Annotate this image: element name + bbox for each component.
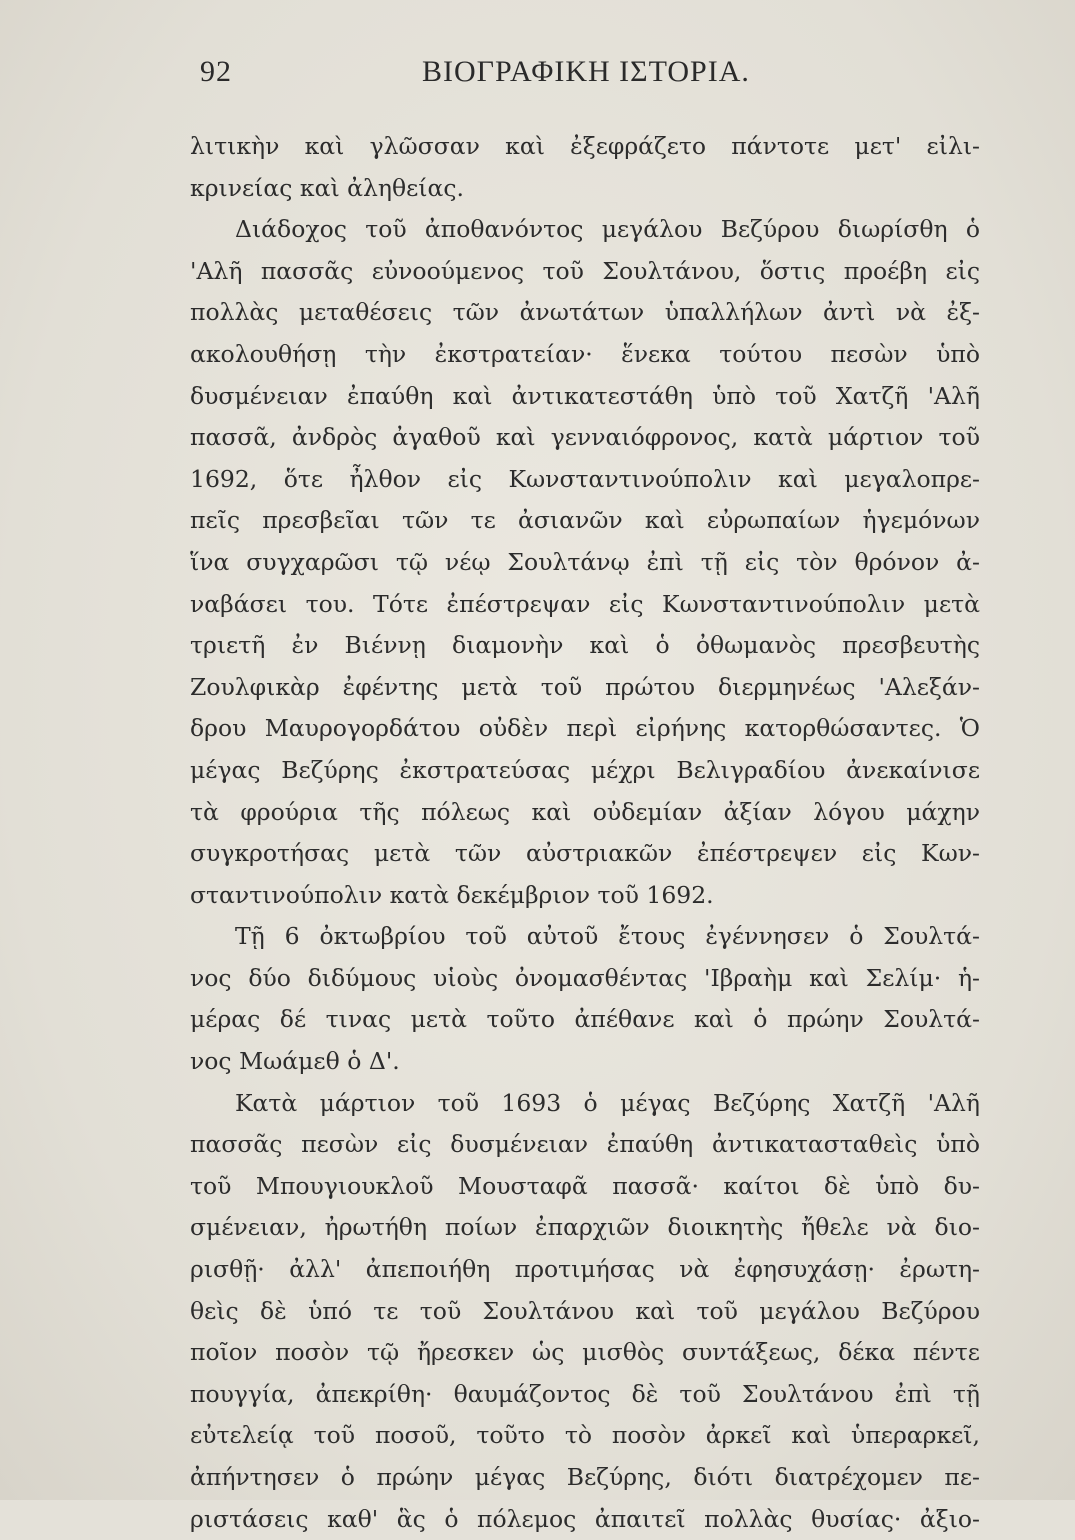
text-line: πασσᾶς πεσὼν εἰς δυσμένειαν ἐπαύθη ἀντικατασταθεὶς ὑπὸ <box>190 1130 980 1159</box>
text-line: νος δύο διδύμους υἱοὺς ὀνομασθέντας 'Ιβραὴμ καὶ Σελίμ· ἡ- <box>190 963 980 992</box>
text-line: σμένειαν, ἠρωτήθη ποίων ἐπαρχιῶν διοικητὴς ἤθελε νὰ διο- <box>190 1213 980 1242</box>
text-line: δρου Μαυρογορδάτου οὐδὲν περὶ εἰρήνης κατορθώσαντες. Ὁ <box>190 714 980 743</box>
text-line: ἀπήντησεν ὁ πρώην μέγας Βεζύρης, διότι διατρέχομεν πε- <box>190 1463 980 1491</box>
body-text <box>190 126 980 1540</box>
running-title: ΒΙΟΓΡΑΦΙΚΗ ΙΣΤΟΡΙΑ. <box>422 55 750 88</box>
text-line: δυσμένειαν ἐπαύθη καὶ ἀντικατεστάθη ὑπὸ τοῦ Χατζῆ 'Αλῆ <box>190 381 980 410</box>
page-number: 92 <box>200 55 232 88</box>
text-line: συγκροτήσας μετὰ τῶν αὐστριακῶν ἐπέστρεψεν εἰς Κων- <box>190 839 980 868</box>
text-line: 'Αλῆ πασσᾶς εὐνοούμενος τοῦ Σουλτάνου, ὅστις προέβη εἰς <box>190 256 980 285</box>
text-line: πασσᾶ, ἀνδρὸς ἀγαθοῦ καὶ γενναιόφρονος, κατὰ μάρτιον τοῦ <box>190 423 980 452</box>
text-line: νος Μωάμεθ ὁ Δ'. <box>190 1047 400 1076</box>
text-line: ποῖον ποσὸν τῷ ἤρεσκεν ὡς μισθὸς συντάξεως, δέκα πέντε <box>190 1338 980 1367</box>
paragraph-start-line: Κατὰ μάρτιον τοῦ 1693 ὁ μέγας Βεζύρης Χατζῆ 'Αλῆ <box>235 1088 980 1117</box>
text-line: εὐτελείᾳ τοῦ ποσοῦ, τοῦτο τὸ ποσὸν ἀρκεῖ καὶ ὑπεραρκεῖ, <box>190 1421 980 1450</box>
running-head <box>190 55 980 95</box>
text-line: πολλὰς μεταθέσεις τῶν ἀνωτάτων ὑπαλλήλων ἀντὶ νὰ ἐξ- <box>190 298 980 327</box>
text-line: θεὶς δὲ ὑπό τε τοῦ Σουλτάνου καὶ τοῦ μεγάλου Βεζύρου <box>190 1296 980 1325</box>
text-line: τὰ φρούρια τῆς πόλεως καὶ οὐδεμίαν ἀξίαν λόγου μάχην <box>190 797 980 826</box>
paragraph-start-line: Τῇ 6 ὀκτωβρίου τοῦ αὐτοῦ ἔτους ἐγέννησεν ὁ Σουλτά- <box>235 922 980 951</box>
text-line: μέρας δέ τινας μετὰ τοῦτο ἀπέθανε καὶ ὁ πρώην Σουλτά- <box>190 1005 980 1034</box>
text-line: ρισθῇ· ἀλλ' ἀπεποιήθη προτιμήσας νὰ ἐφησυχάσῃ· ἐρωτη- <box>190 1255 980 1284</box>
text-line: ἵνα συγχαρῶσι τῷ νέῳ Σουλτάνῳ ἐπὶ τῇ εἰς τὸν θρόνον ἀ- <box>190 547 980 576</box>
text-line: ναβάσει του. Τότε ἐπέστρεψαν εἰς Κωνσταντινούπολιν μετὰ <box>190 589 980 618</box>
paragraph-start-line: Διάδοχος τοῦ ἀποθανόντος μεγάλου Βεζύρου διωρίσθη ὁ <box>235 215 980 244</box>
text-line: τοῦ Μπουγιουκλοῦ Μουσταφᾶ πασσᾶ· καίτοι δὲ ὑπὸ δυ- <box>190 1171 980 1200</box>
text-line: σταντινούπολιν κατὰ δεκέμβριον τοῦ 1692. <box>190 880 714 909</box>
text-line: ακολουθήσῃ τὴν ἐκστρατείαν· ἕνεκα τούτου πεσὼν ὑπὸ <box>190 339 980 368</box>
text-line: πεῖς πρεσβεῖαι τῶν τε ἀσιανῶν καὶ εὐρωπαίων ἡγεμόνων <box>190 506 980 535</box>
text-line: πουγγία, ἀπεκρίθη· θαυμάζοντος δὲ τοῦ Σουλτάνου ἐπὶ τῇ <box>190 1379 980 1408</box>
text-line: μέγας Βεζύρης ἐκστρατεύσας μέχρι Βελιγραδίου ἀνεκαίνισε <box>190 755 980 784</box>
text-line: ριστάσεις καθ' ἃς ὁ πόλεμος ἀπαιτεῖ πολλὰς θυσίας· ἀξιο- <box>190 1504 980 1533</box>
text-line: λιτικὴν καὶ γλῶσσαν καὶ ἐξεφράζετο πάντοτε μετ' εἰλι- <box>190 132 980 160</box>
text-line: κρινείας καὶ ἀληθείας. <box>190 173 465 202</box>
text-line: 1692, ὅτε ἦλθον εἰς Κωνσταντινούπολιν καὶ μεγαλοπρε- <box>190 464 980 493</box>
text-line: τριετῆ ἐν Βιέννῃ διαμονὴν καὶ ὁ ὀθωμανὸς πρεσβευτὴς <box>190 631 980 660</box>
text-line: Ζουλφικὰρ ἐφέντης μετὰ τοῦ πρώτου διερμηνέως 'Αλεξάν- <box>190 672 980 701</box>
